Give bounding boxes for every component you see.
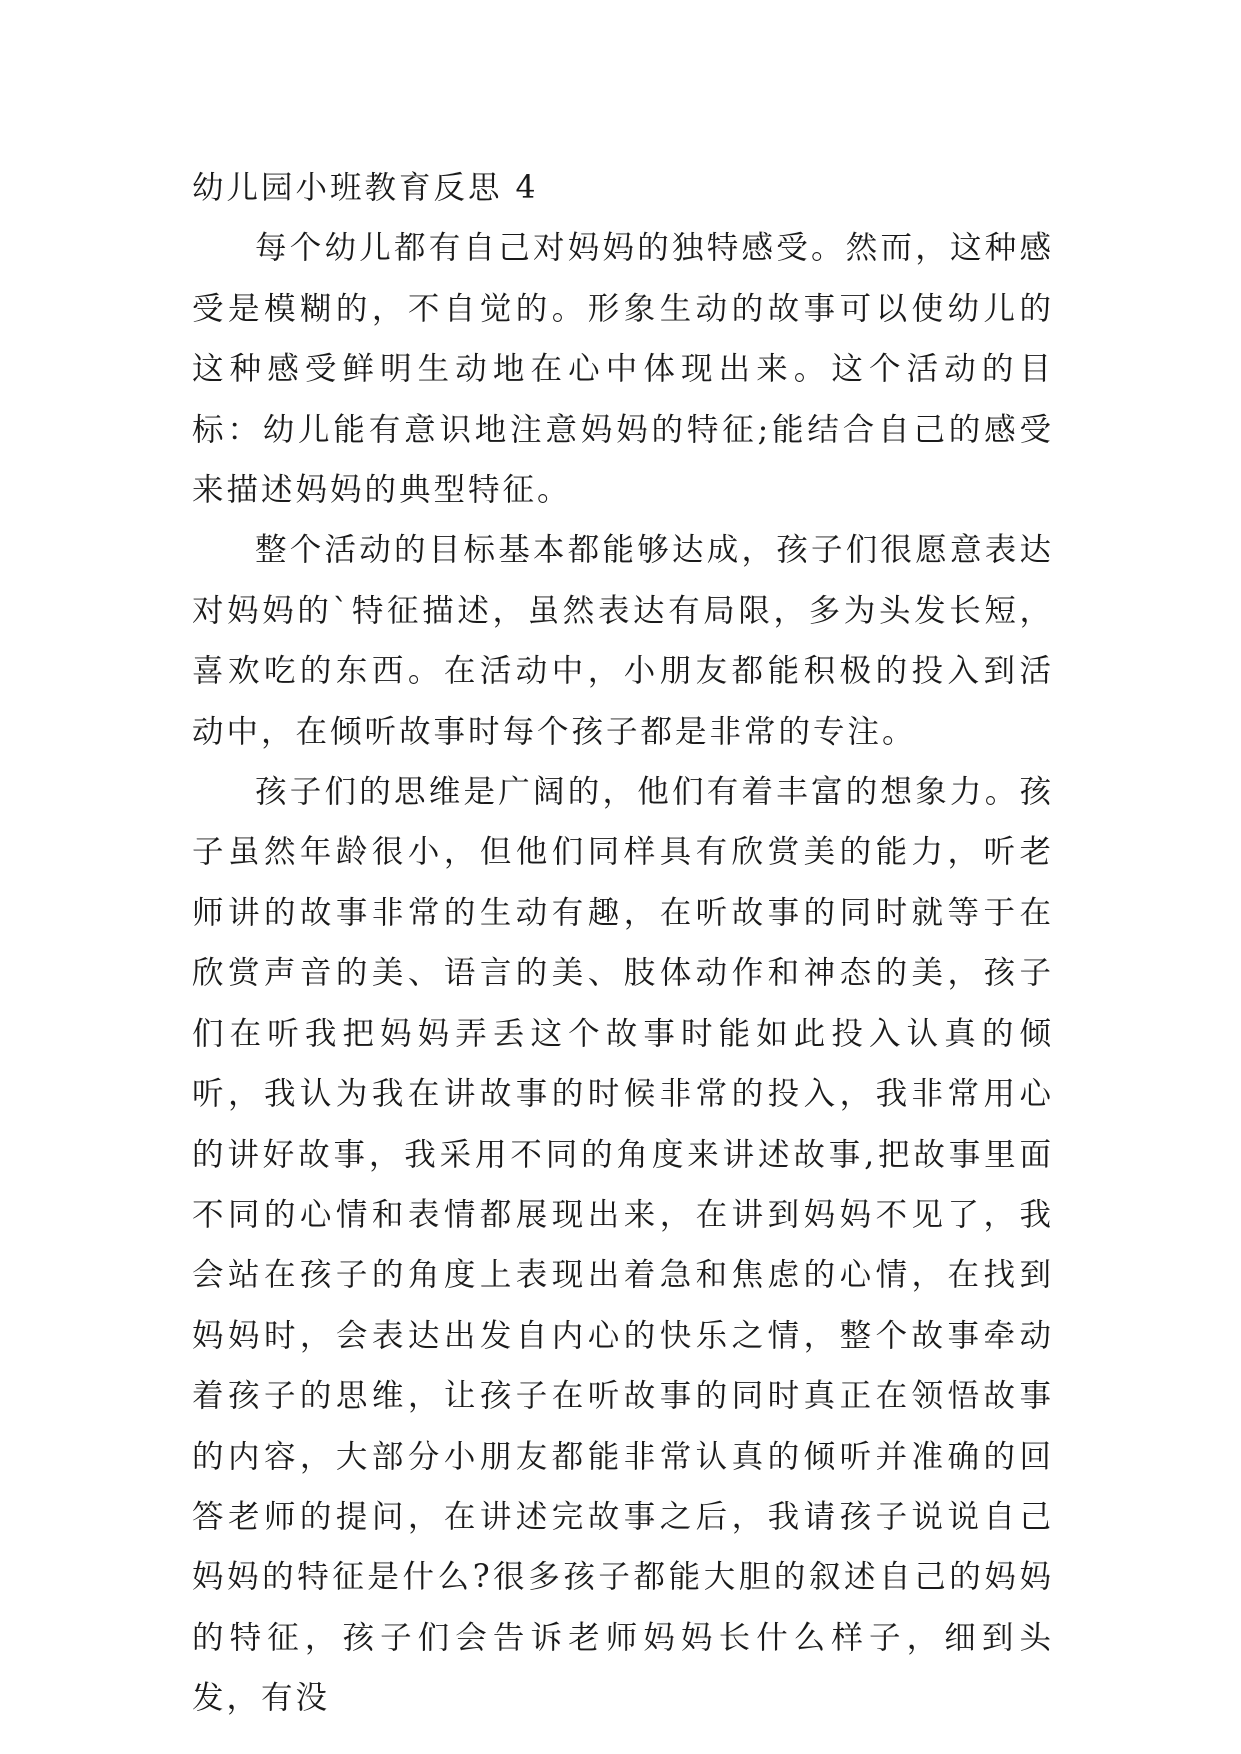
paragraph-2: 整个活动的目标基本都能够达成，孩子们很愿意表达对妈妈的`特征描述，虽然表达有局限，多为头发长短，喜欢吃的东西。在活动中，小朋友都能积极的投入到活动中，在倾听故事时每个孩子都是非常的专注。	[192, 532, 1054, 750]
document-page	[192, 158, 1054, 1729]
paragraph-1: 每个幼儿都有自己对妈妈的独特感受。然而，这种感受是模糊的，不自觉的。形象生动的故事可以使幼儿的这种感受鲜明生动地在心中体现出来。这个活动的目标：幼儿能有意识地注意妈妈的特征;能结合自己的感受来描述妈妈的典型特征。	[192, 230, 1054, 509]
paragraph-3: 孩子们的思维是广阔的，他们有着丰富的想象力。孩子虽然年龄很小，但他们同样具有欣赏美的能力，听老师讲的故事非常的生动有趣，在听故事的同时就等于在欣赏声音的美、语言的美、肢体动作和神态的美，孩子们在听我把妈妈弄丢这个故事时能如此投入认真的倾听，我认为我在讲故事的时候非常的投入，我非常用心的讲好故事，我采用不同的角度来讲述故事,把故事里面不同的心情和表情都展现出来，在讲到妈妈不见了，我会站在孩子的角度上表现出着急和焦虑的心情，在找到妈妈时，会表达出发自内心的快乐之情，整个故事牵动着孩子的思维，让孩子在听故事的同时真正在领悟故事的内容，大部分小朋友都能非常认真的倾听并准确的回答老师的提问，在讲述完故事之后，我请孩子说说自己妈妈的特征是什么?很多孩子都能大胆的叙述自己的妈妈的特征，孩子们会告诉老师妈妈长什么样子，细到头发，有没	[192, 774, 1054, 1717]
document-title: 幼儿园小班教育反思 4	[192, 170, 539, 206]
